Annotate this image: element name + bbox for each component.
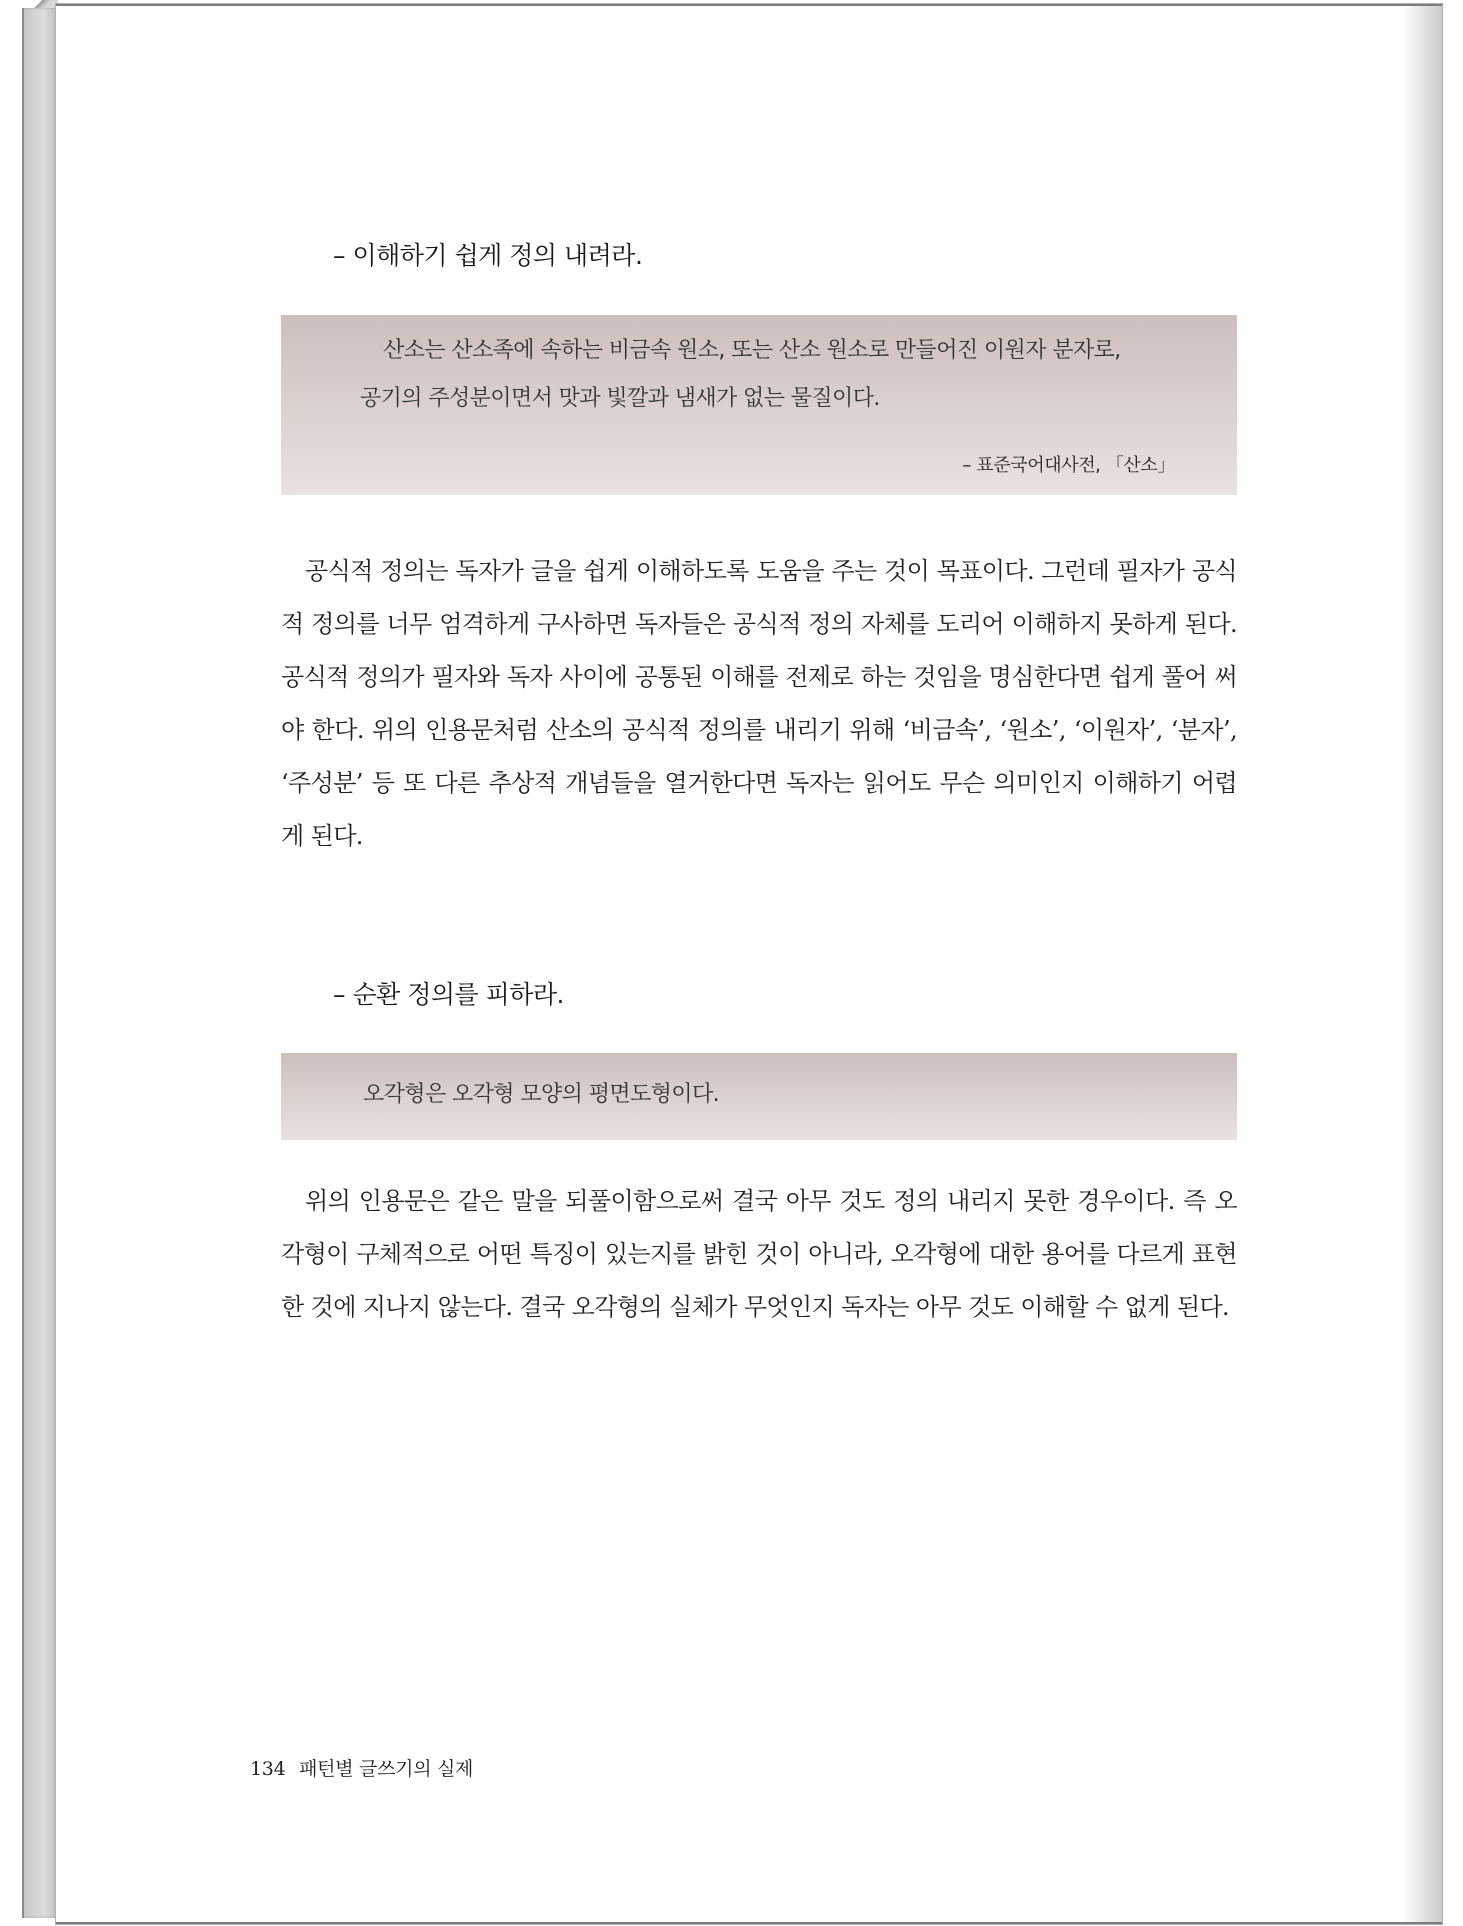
quote-box-oxygen [281, 315, 1237, 495]
book-spine-edge [22, 8, 58, 1918]
body-paragraph: 위의 인용문은 같은 말을 되풀이함으로써 결국 아무 것도 정의 내리지 못한 경우이다. 즉 오각형이 구체적으로 어떤 특징이 있는지를 밝힌 것이 아니라, 오각형에 대한 용어를 다르게 표현한 것에 지나지 않는다. 결국 오각형의 실체가 무엇인지 독자는 아무 것도 이해할 수 없게 된다. [281, 1187, 1237, 1321]
book-title: 패턴별 글쓰기의 실제 [299, 1758, 474, 1780]
section-heading-easy-definition: – 이해하기 쉽게 정의 내려라. [333, 241, 643, 270]
page-footer [250, 1754, 473, 1781]
quote-line: 산소는 산소족에 속하는 비금속 원소, 또는 산소 원소로 만들어진 이원자 분자로, [383, 338, 1121, 363]
section-heading-circular-definition: – 순환 정의를 피하라. [333, 980, 564, 1009]
quote-source: – 표준국어대사전, 「산소」 [962, 455, 1175, 476]
quote-line: 오각형은 오각형 모양의 평면도형이다. [363, 1082, 720, 1107]
page-number: 134 [250, 1758, 286, 1780]
book-page [56, 4, 1442, 1924]
body-paragraph: 공식적 정의는 독자가 글을 쉽게 이해하도록 도움을 주는 것이 목표이다. 그런데 필자가 공식적 정의를 너무 엄격하게 구사하면 독자들은 공식적 정의 자체를 도리어 이해하지 못하게 된다. 공식적 정의가 필자와 독자 사이에 공통된 이해를 전제로 하는 것임을 명심한다면 쉽게 풀어 써야 한다. 위의 인용문처럼 산소의 공식적 정의를 내리기 위해 ‘비금속’, ‘원소’, ‘이원자’, ‘분자’, ‘주성분’ 등 또 다른 추상적 개념들을 열거한다면 독자는 읽어도 무슨 의미인지 이해하기 어렵게 된다. [281, 557, 1237, 850]
page-shadow [1402, 6, 1442, 1922]
quote-box-pentagon [281, 1053, 1237, 1140]
quote-line: 공기의 주성분이면서 맛과 빛깔과 냄새가 없는 물질이다. [360, 386, 880, 411]
